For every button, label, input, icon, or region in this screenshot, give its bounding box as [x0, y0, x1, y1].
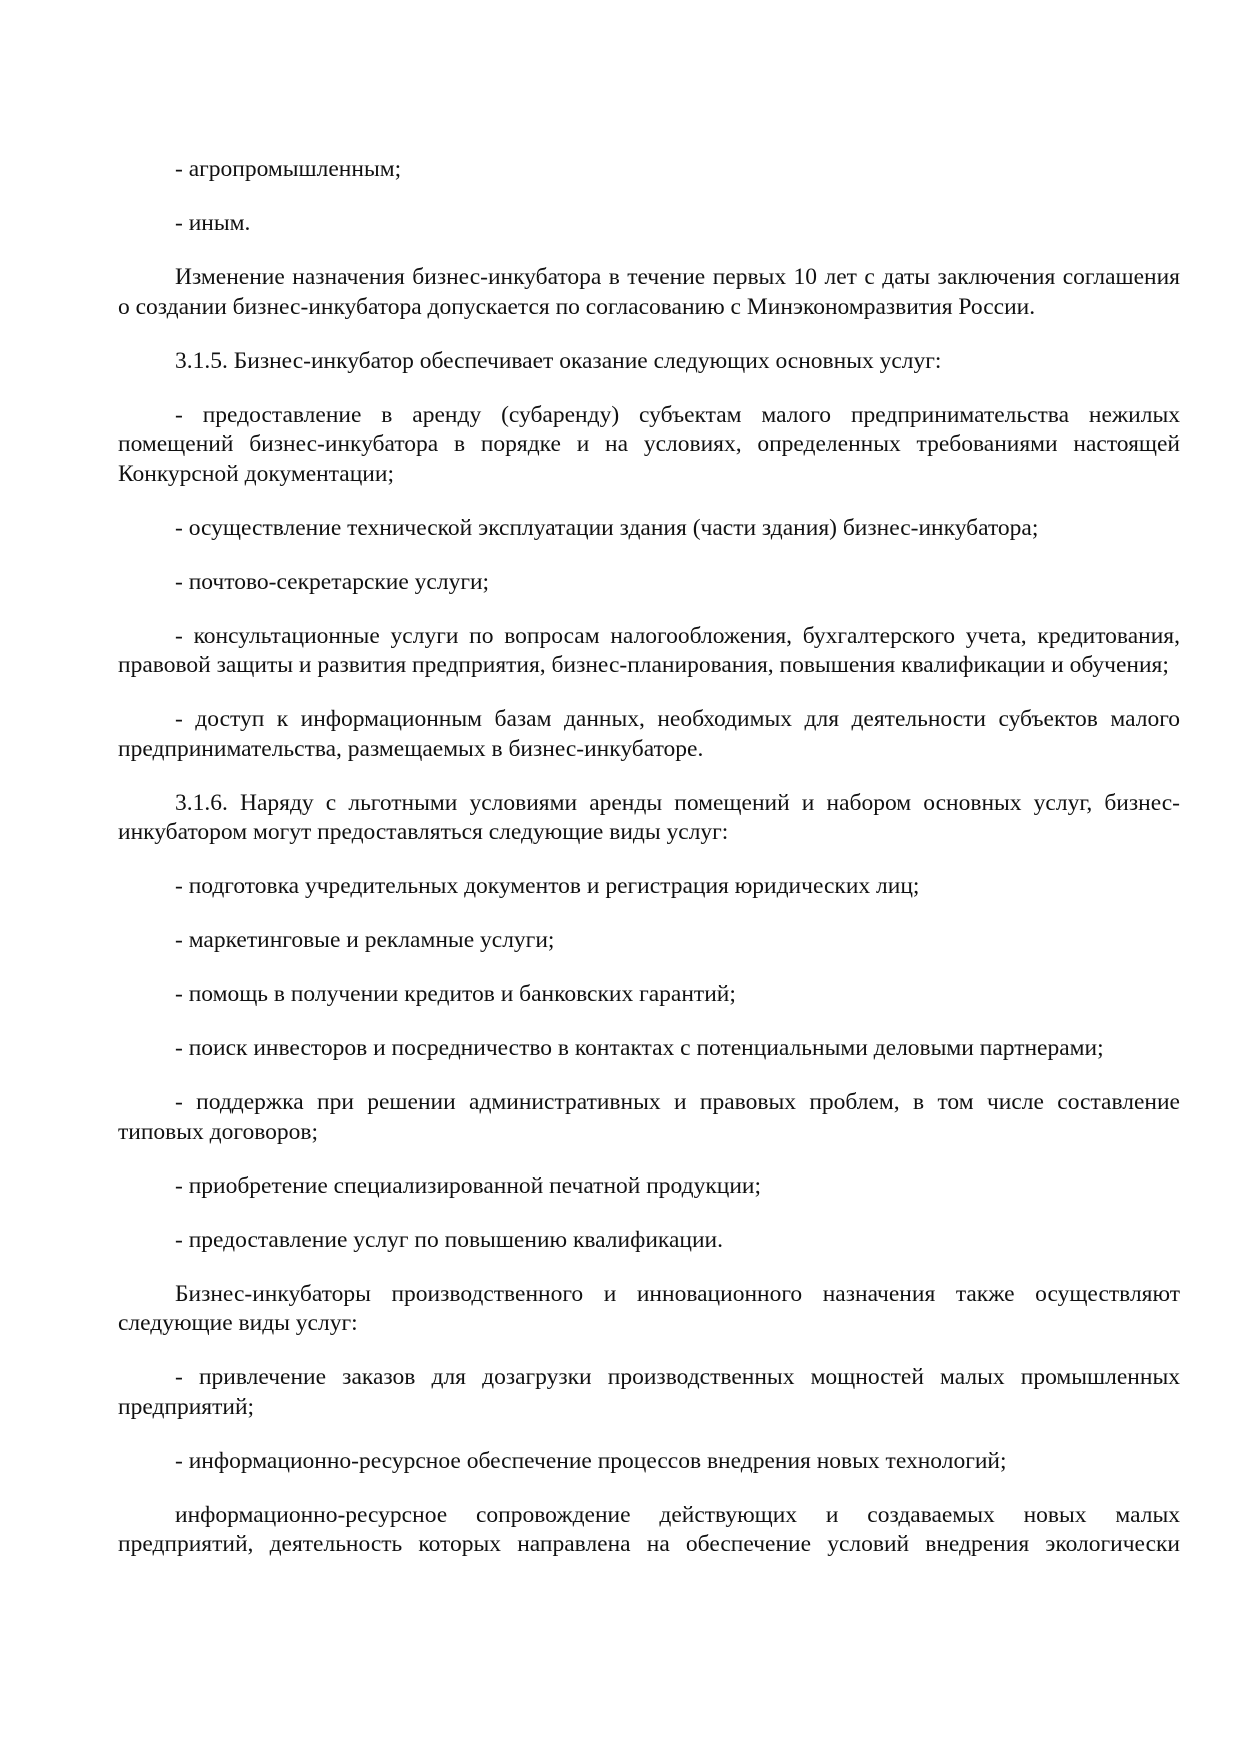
list-item: - предоставление услуг по повышению квалификации.: [175, 1226, 723, 1253]
section-heading-3-1-6: 3.1.6. Наряду с льготными условиями аренды помещений и набором основных услуг, бизнес-инкубатором могут предоставляться следующие виды услуг:: [118, 789, 1180, 845]
list-item: - приобретение специализированной печатной продукции;: [175, 1172, 761, 1199]
list-item: - помощь в получении кредитов и банковских гарантий;: [175, 981, 736, 1007]
paragraph: информационно-ресурсное сопровождение действующих и создаваемых новых малых предприятий, деятельность которых направлена на обеспечение условий внедрения экологически: [118, 1501, 1180, 1557]
list-item: - информационно-ресурсное обеспечение процессов внедрения новых технологий;: [175, 1447, 1007, 1474]
list-item: - предоставление в аренду (субаренду) субъектам малого предпринимательства нежилых помещений бизнес-инкубатора в порядке и на условиях, определенных требованиями настоящей Конкурсной документации;: [118, 401, 1180, 487]
list-item: - поддержка при решении административных и правовых проблем, в том числе составление типовых договоров;: [118, 1089, 1180, 1145]
list-item: - маркетинговые и рекламные услуги;: [175, 927, 555, 953]
list-item: - почтово-секретарские услуги;: [175, 568, 490, 595]
list-item: - доступ к информационным базам данных, необходимых для деятельности субъектов малого предпринимательства, размещаемых в бизнес-инкубаторе.: [118, 706, 1180, 762]
list-item: - консультационные услуги по вопросам налогообложения, бухгалтерского учета, кредитования, правовой защиты и развития предприятия, бизнес-планирования, повышения квалификации и обучения;: [118, 622, 1180, 678]
document-page: [118, 155, 1180, 1584]
list-item: - иным.: [175, 210, 251, 236]
list-item: - осуществление технической эксплуатации здания (части здания) бизнес-инкубатора;: [175, 514, 1039, 541]
list-item: - агропромышленным;: [175, 156, 402, 182]
section-heading-3-1-5: 3.1.5. Бизнес-инкубатор обеспечивает оказание следующих основных услуг:: [175, 347, 942, 374]
paragraph: Бизнес-инкубаторы производственного и инновационного назначения также осуществляют следующие виды услуг:: [118, 1280, 1180, 1336]
list-item: - привлечение заказов для дозагрузки производственных мощностей малых промышленных предприятий;: [118, 1364, 1180, 1420]
paragraph: Изменение назначения бизнес-инкубатора в течение первых 10 лет с даты заключения соглашения о создании бизнес-инкубатора допускается по согласованию с Минэкономразвития России.: [118, 264, 1180, 320]
list-item: - поиск инвесторов и посредничество в контактах с потенциальными деловыми партнерами;: [175, 1035, 1104, 1061]
list-item: - подготовка учредительных документов и регистрация юридических лиц;: [175, 873, 920, 899]
